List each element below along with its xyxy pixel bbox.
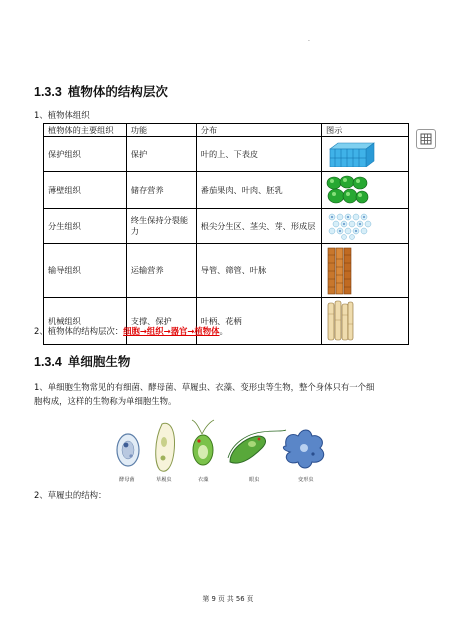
tissue-name: 薄壁组织 (44, 172, 127, 209)
tissue-distribution: 根尖分生区、茎尖、芽、形成层 (196, 209, 321, 244)
table-header: 图示 (321, 124, 408, 137)
table-row (44, 244, 409, 298)
list-item-tissue: 1、植物体组织 (34, 110, 90, 120)
table-header: 分布 (196, 124, 321, 137)
structure-levels-label: 2、植物体的结构层次： (34, 326, 124, 336)
table-tool-icon[interactable] (416, 129, 436, 149)
figure-caption-chlamydomonas: 衣藻 (198, 477, 209, 483)
tissue-function: 运输营养 (126, 244, 196, 298)
table-header: 功能 (126, 124, 196, 137)
tissue-function: 保护 (126, 137, 196, 172)
structure-levels-suffix: 。 (219, 326, 228, 336)
section-number: 1.3.4 (34, 355, 62, 369)
section-heading-1-3-3 (34, 82, 168, 100)
page-footer: 第 9 页 共 56 页 (202, 595, 254, 603)
section-heading-1-3-4 (34, 352, 130, 370)
table-row (44, 209, 409, 244)
tissue-name: 机械组织 (44, 298, 127, 345)
mechanical-tissue-icon (321, 298, 408, 345)
tissue-function: 支撑、保护 (126, 298, 196, 345)
tissue-distribution: 叶的上、下表皮 (196, 137, 321, 172)
paragraph-line: 胞构成，这样的生物称为单细胞生物。 (34, 396, 177, 406)
section-title: 植物体的结构层次 (67, 84, 168, 99)
tissue-name: 输导组织 (44, 244, 127, 298)
table-header: 植物体的主要组织 (44, 124, 127, 137)
parenchyma-tissue-icon (321, 172, 408, 209)
figure-caption-euglena: 眼虫 (249, 477, 260, 483)
tissue-distribution: 导管、筛管、叶脉 (196, 244, 321, 298)
meristem-tissue-icon (321, 209, 408, 244)
figure-caption-yeast: 酵母菌 (119, 477, 135, 483)
list-item-structure-levels (34, 325, 228, 338)
tissue-distribution: 叶柄、花柄 (196, 298, 321, 345)
tissue-name: 分生组织 (44, 209, 127, 244)
tissue-function: 终生保持分裂能力 (126, 209, 196, 244)
plant-tissue-table (43, 123, 409, 345)
single-cell-organisms-figure (106, 412, 336, 487)
figure-caption-paramecium: 草履虫 (156, 477, 172, 483)
table-row (44, 172, 409, 209)
page-dot: . (308, 36, 310, 43)
tissue-distribution: 番茄果肉、叶肉、胚乳 (196, 172, 321, 209)
table-header-row (44, 124, 409, 137)
section-title: 单细胞生物 (67, 354, 131, 369)
organisms-illustration (106, 412, 336, 478)
tissue-function: 储存营养 (126, 172, 196, 209)
structure-levels-path: 细胞→组织→器官→植物体 (123, 326, 220, 336)
table-row (44, 137, 409, 172)
tissue-name: 保护组织 (44, 137, 127, 172)
list-item-paramecium-structure: 2、草履虫的结构： (34, 490, 107, 500)
conducting-tissue-icon (321, 244, 408, 298)
paragraph-line: 1、单细胞生物常见的有细菌、酵母菌、草履虫、衣藻、变形虫等生物，整个身体只有一个细 (34, 382, 375, 392)
figure-caption-amoeba: 变形虫 (298, 477, 314, 483)
section-number: 1.3.3 (34, 85, 62, 99)
protective-tissue-icon (321, 137, 408, 172)
